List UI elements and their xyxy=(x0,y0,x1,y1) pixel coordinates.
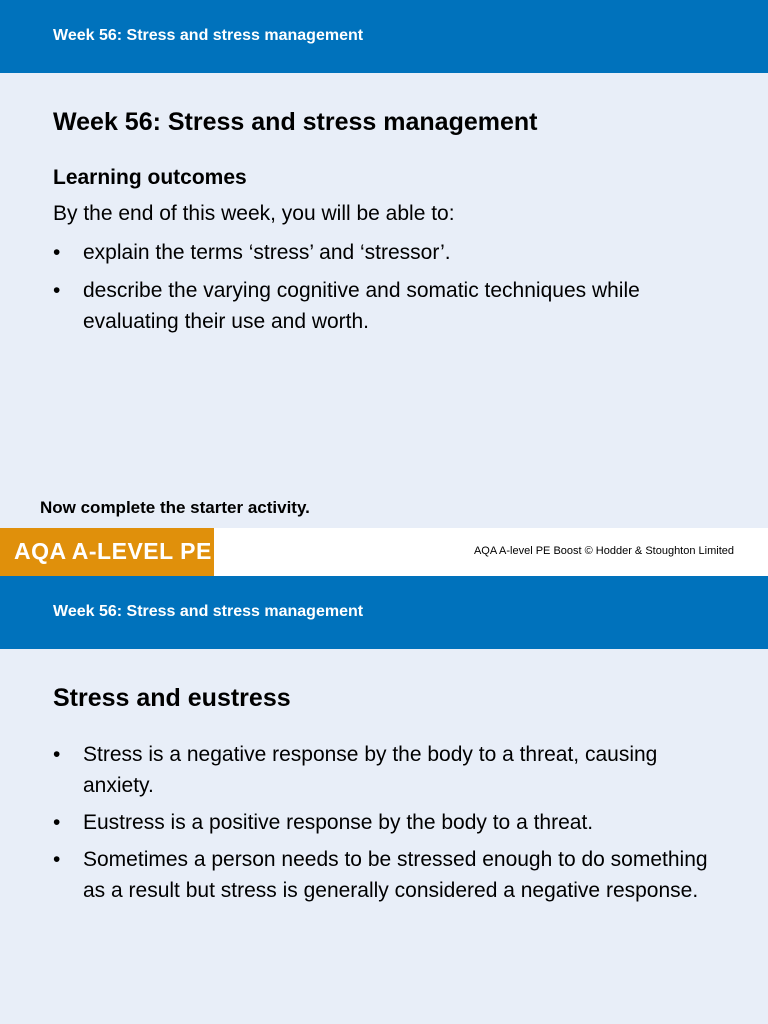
bullet-icon: • xyxy=(53,848,61,871)
list-item xyxy=(53,844,723,906)
list-item xyxy=(53,807,723,838)
header-title: Week 56: Stress and stress management xyxy=(53,603,364,620)
bullet-icon: • xyxy=(53,743,61,766)
stress-bullet-list xyxy=(53,739,723,906)
list-item-text: Eustress is a positive response by the body to a threat. xyxy=(83,811,594,834)
header-title: Week 56: Stress and stress management xyxy=(53,27,364,44)
list-item-text: describe the varying cognitive and somatic techniques while evaluating their use and worth. xyxy=(83,279,640,333)
learning-outcomes-heading: Learning outcomes xyxy=(53,166,247,189)
copyright-notice: AQA A-level PE Boost © Hodder & Stoughton Limited xyxy=(473,545,734,557)
list-item xyxy=(53,275,733,337)
learning-outcomes-list xyxy=(53,237,733,337)
slide-title: Stress and eustress xyxy=(53,684,291,712)
slide-footer xyxy=(0,528,768,576)
slide-title: Week 56: Stress and stress management xyxy=(53,108,538,136)
slide-header-bar xyxy=(0,0,768,73)
list-item-text: Sometimes a person needs to be stressed enough to do something as a result but stress is generally considered a negative response. xyxy=(83,848,708,902)
brand-logo-text: AQA A-LEVEL PE xyxy=(14,538,212,564)
list-item xyxy=(53,237,733,268)
bullet-icon: • xyxy=(53,279,61,302)
slide-2 xyxy=(0,576,768,1024)
intro-text: By the end of this week, you will be able to: xyxy=(53,202,455,225)
bullet-icon: • xyxy=(53,811,61,834)
list-item-text: explain the terms ‘stress’ and ‘stressor’. xyxy=(83,241,451,264)
starter-activity-prompt: Now complete the starter activity. xyxy=(40,498,310,517)
bullet-icon: • xyxy=(53,241,61,264)
list-item-text: Stress is a negative response by the body to a threat, causing anxiety. xyxy=(83,743,658,797)
brand-logo xyxy=(0,528,214,576)
slide-header-bar xyxy=(0,576,768,649)
list-item xyxy=(53,739,723,801)
